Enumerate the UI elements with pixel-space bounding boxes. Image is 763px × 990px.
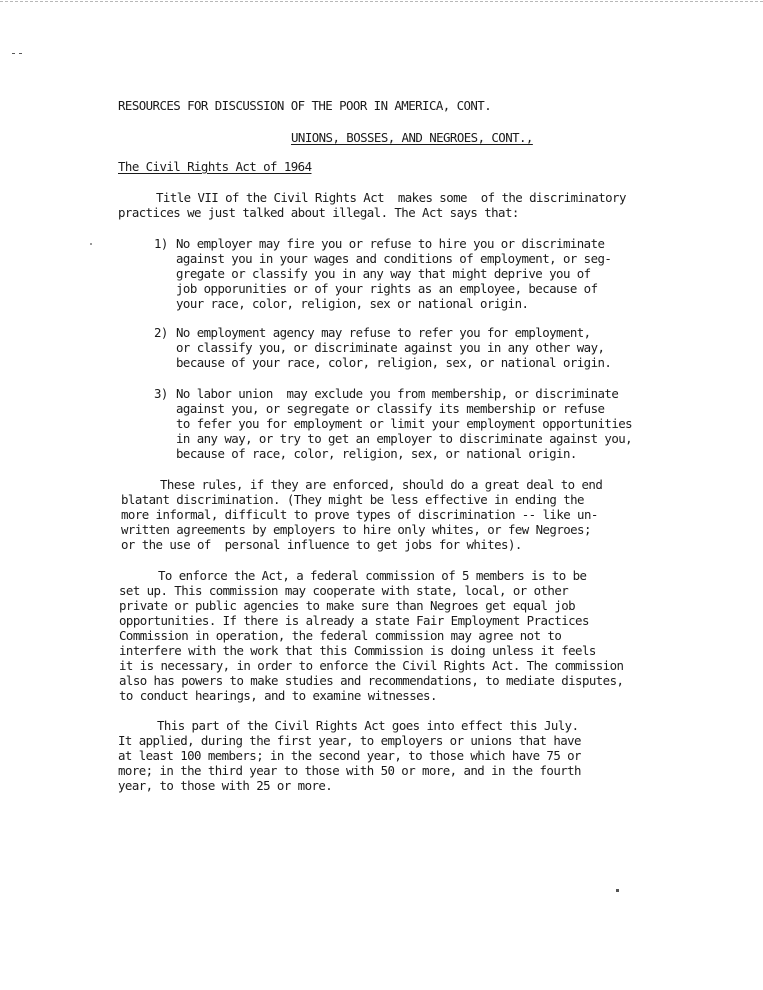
text-line: to fefer you for employment or limit your employment opportunities xyxy=(176,416,633,431)
text-line: These rules, if they are enforced, should do a great deal to end xyxy=(160,477,603,492)
text-line: also has powers to make studies and recommendations, to mediate disputes, xyxy=(119,673,624,688)
text-line: gregate or classify you in any way that might deprive you of xyxy=(176,266,591,281)
scan-speck xyxy=(616,889,619,892)
scan-speck xyxy=(19,53,22,54)
rule-number: 3) xyxy=(154,386,168,401)
text-line: more informal, difficult to prove types of discrimination -- like un- xyxy=(121,507,598,522)
text-line: This part of the Civil Rights Act goes into effect this July. xyxy=(157,718,579,733)
text-line: because of your race, color, religion, sex, or national origin. xyxy=(176,355,612,370)
text-line: interfere with the work that this Commission is doing unless it feels xyxy=(119,643,596,658)
text-line: to conduct hearings, and to examine witnesses. xyxy=(119,688,437,703)
text-line: set up. This commission may cooperate with state, local, or other xyxy=(119,583,569,598)
text-line: in any way, or try to get an employer to discriminate against you, xyxy=(176,431,633,446)
text-line: against you, or segregate or classify its membership or refuse xyxy=(176,401,605,416)
text-line: it is necessary, in order to enforce the Civil Rights Act. The commission xyxy=(119,658,624,673)
text-line: blatant discrimination. (They might be less effective in ending the xyxy=(121,492,584,507)
rule-number: 2) xyxy=(154,325,168,340)
text-line: year, to those with 25 or more. xyxy=(118,778,333,793)
text-line: Commission in operation, the federal commission may agree not to xyxy=(119,628,562,643)
text-line: private or public agencies to make sure than Negroes get equal job xyxy=(119,598,576,613)
text-line: written agreements by employers to hire only whites, or few Negroes; xyxy=(121,522,591,537)
text-line: No labor union may exclude you from membership, or discriminate xyxy=(176,386,619,401)
text-line: job opporunities or of your rights as an employee, because of xyxy=(176,281,598,296)
document-subheading: UNIONS, BOSSES, AND NEGROES, CONT., xyxy=(291,130,533,145)
text-line: or the use of personal influence to get jobs for whites). xyxy=(121,537,522,552)
text-line: more; in the third year to those with 50 or more, and in the fourth xyxy=(118,763,581,778)
section-title: The Civil Rights Act of 1964 xyxy=(118,159,312,174)
top-dashed-rule xyxy=(0,1,763,2)
text-line: or classify you, or discriminate against you in any other way, xyxy=(176,340,605,355)
text-line: at least 100 members; in the second year, to those which have 75 or xyxy=(118,748,581,763)
text-line: No employer may fire you or refuse to hire you or discriminate xyxy=(176,236,605,251)
document-heading: RESOURCES FOR DISCUSSION OF THE POOR IN AMERICA, CONT. xyxy=(118,98,492,113)
text-line: Title VII of the Civil Rights Act makes some of the discriminatory xyxy=(156,190,626,205)
scan-speck xyxy=(90,243,92,245)
text-line: To enforce the Act, a federal commission of 5 members is to be xyxy=(158,568,587,583)
text-line: practices we just talked about illegal. The Act says that: xyxy=(118,205,519,220)
text-line: opportunities. If there is already a state Fair Employment Practices xyxy=(119,613,589,628)
rule-number: 1) xyxy=(154,236,168,251)
text-line: No employment agency may refuse to refer you for employment, xyxy=(176,325,591,340)
text-line: against you in your wages and conditions of employment, or seg- xyxy=(176,251,612,266)
text-line: because of race, color, religion, sex, or national origin. xyxy=(176,446,577,461)
scan-speck xyxy=(12,53,15,54)
text-line: your race, color, religion, sex or national origin. xyxy=(176,296,529,311)
text-line: It applied, during the first year, to employers or unions that have xyxy=(118,733,581,748)
